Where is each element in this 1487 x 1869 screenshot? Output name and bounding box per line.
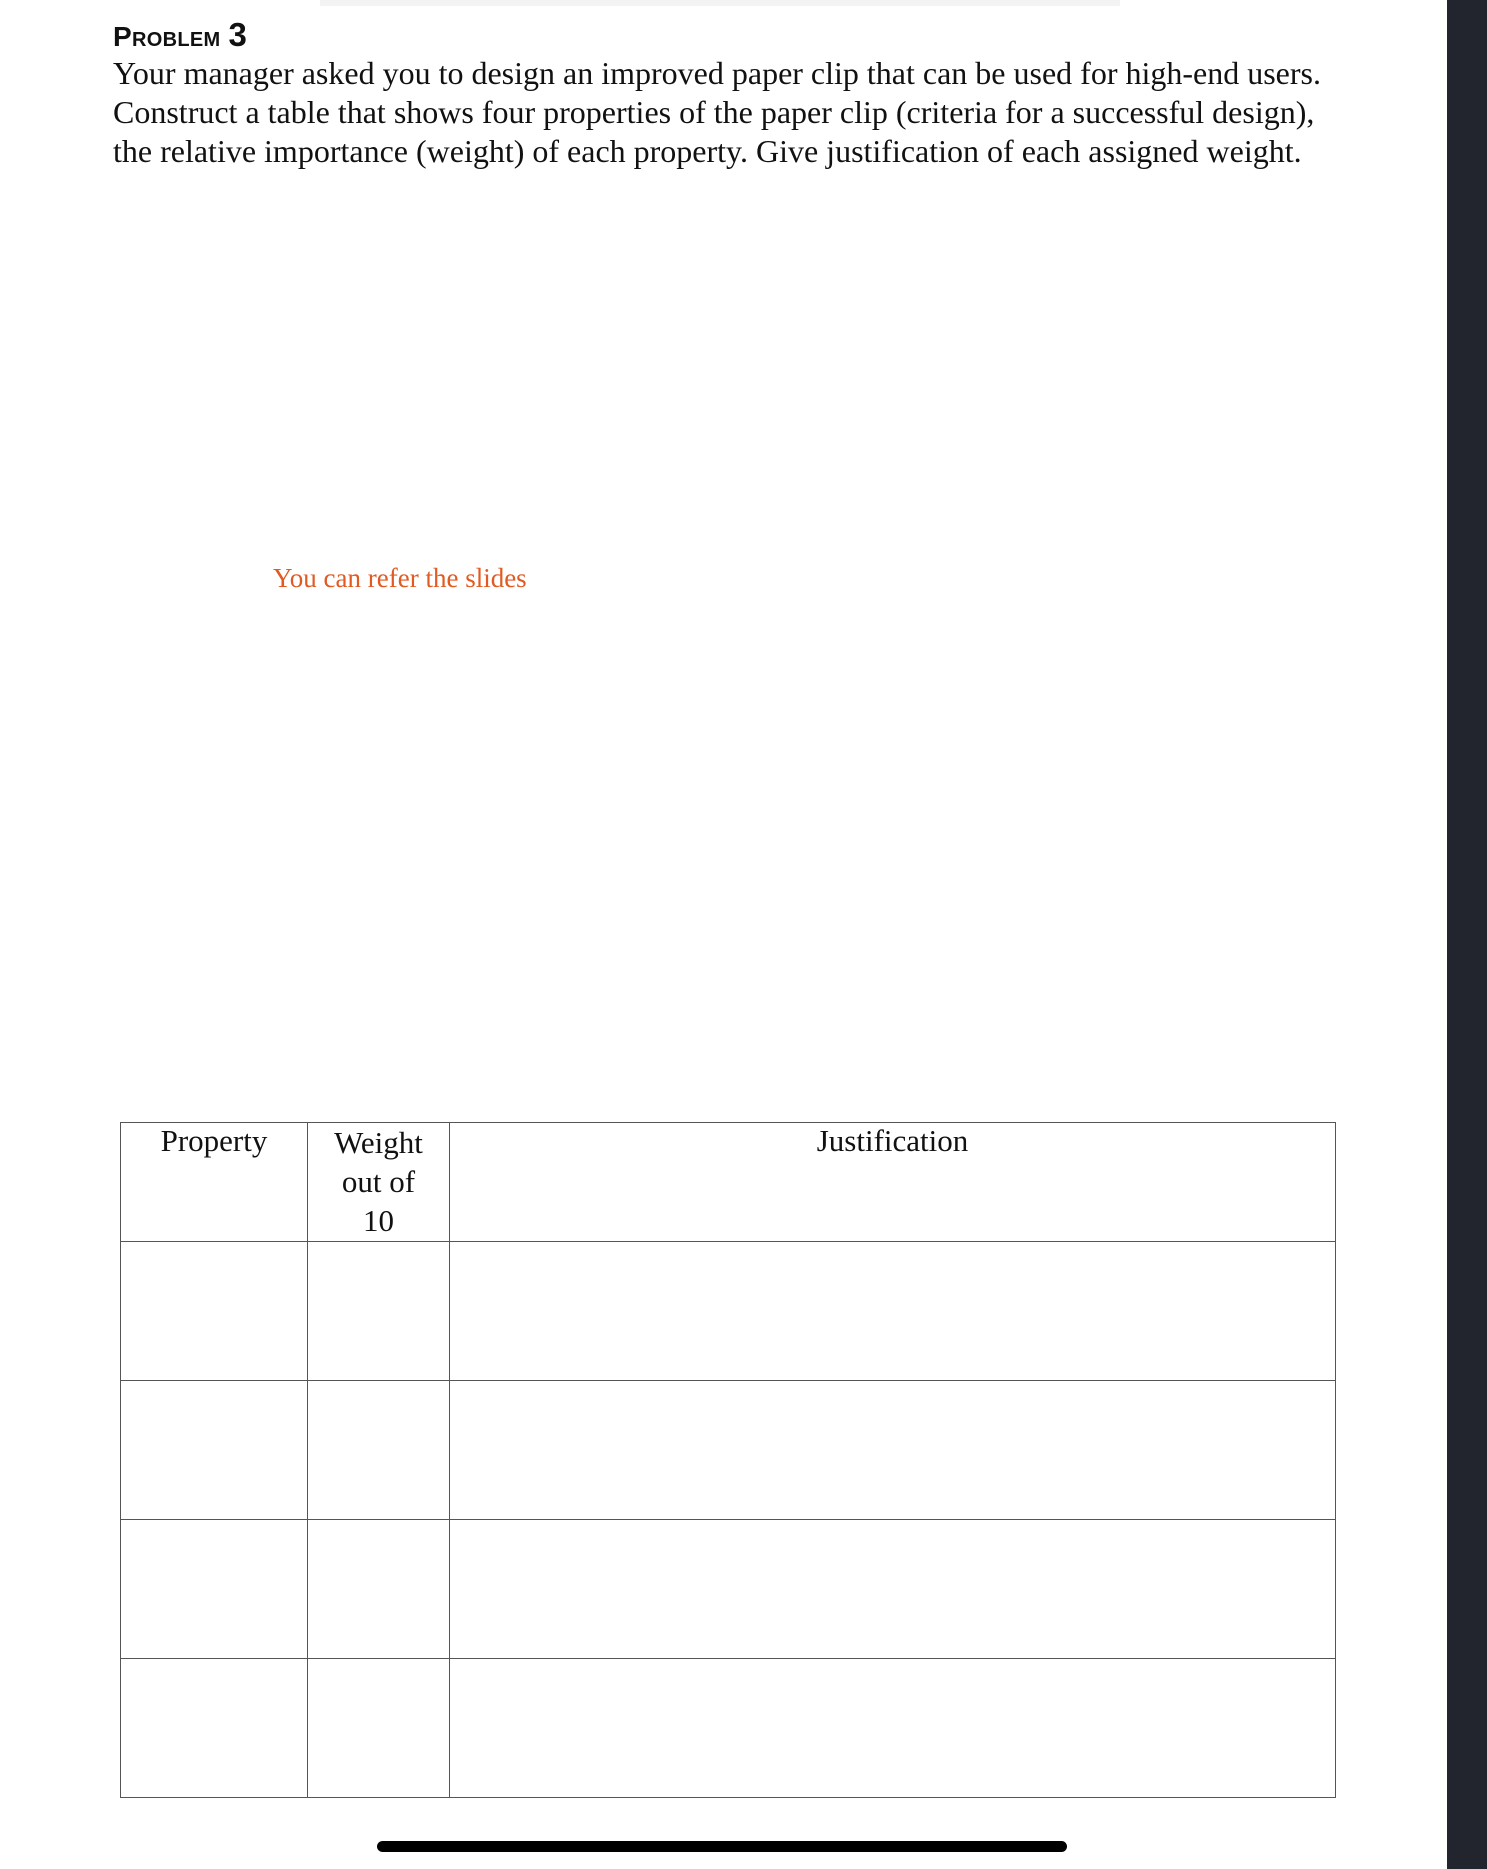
cell-property[interactable] bbox=[121, 1381, 308, 1520]
cell-weight[interactable] bbox=[308, 1242, 450, 1381]
cell-weight[interactable] bbox=[308, 1381, 450, 1520]
header-property: Property bbox=[121, 1123, 308, 1242]
cell-justification[interactable] bbox=[450, 1242, 1336, 1381]
answer-table bbox=[120, 1122, 1336, 1798]
header-weight: Weight out of 10 bbox=[308, 1123, 450, 1242]
problem-heading bbox=[113, 16, 247, 54]
cell-justification[interactable] bbox=[450, 1520, 1336, 1659]
table-row bbox=[121, 1381, 1336, 1520]
cell-property[interactable] bbox=[121, 1659, 308, 1798]
problem-heading-number: 3 bbox=[228, 16, 248, 53]
top-shadow bbox=[320, 0, 1120, 6]
side-bar bbox=[1447, 0, 1487, 1869]
cell-property[interactable] bbox=[121, 1242, 308, 1381]
cell-weight[interactable] bbox=[308, 1659, 450, 1798]
cell-weight[interactable] bbox=[308, 1520, 450, 1659]
table-row bbox=[121, 1659, 1336, 1798]
cell-property[interactable] bbox=[121, 1520, 308, 1659]
home-indicator[interactable] bbox=[377, 1841, 1067, 1852]
problem-statement: Your manager asked you to design an improved paper clip that can be used for high-end users. Construct a table that shows four properties of the paper clip (criteria for a successful design), the relative importance (weight) of each property. Give justification of each assigned weight. bbox=[113, 55, 1321, 169]
table-header-row bbox=[121, 1123, 1336, 1242]
cell-justification[interactable] bbox=[450, 1659, 1336, 1798]
problem-heading-word: Problem bbox=[113, 21, 221, 52]
table-row bbox=[121, 1242, 1336, 1381]
cell-justification[interactable] bbox=[450, 1381, 1336, 1520]
table-row bbox=[121, 1520, 1336, 1659]
header-justification: Justification bbox=[450, 1123, 1336, 1242]
handwritten-hint: You can refer the slides bbox=[273, 563, 527, 593]
